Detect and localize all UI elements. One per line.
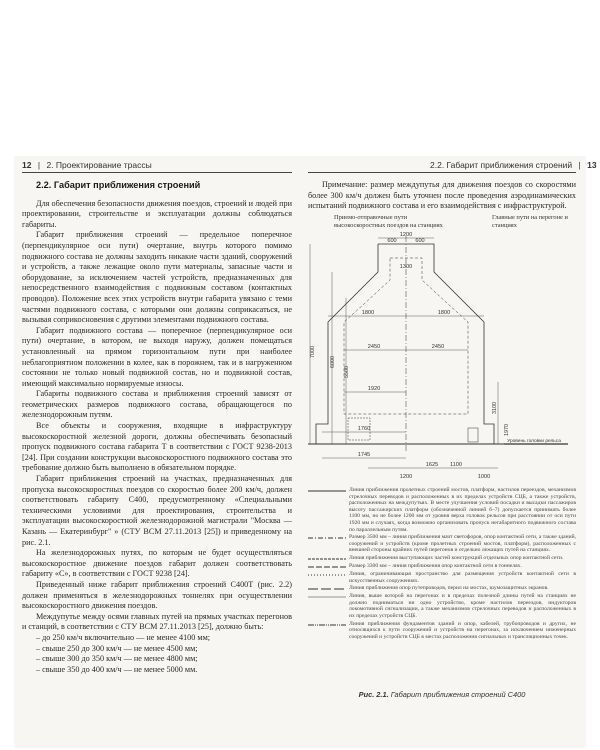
list-item: – свыше 350 до 400 км/ч — не менее 5000 мм. — [36, 664, 198, 674]
right-page-body — [308, 180, 576, 212]
right-header-rule — [308, 172, 576, 173]
legend-row — [308, 487, 576, 533]
dim-1970: 1970 — [504, 424, 510, 436]
dim-1200: 1200 — [399, 232, 413, 238]
small-device — [468, 428, 478, 442]
dim-6000: 6000 — [330, 356, 336, 368]
caption-number: Рис. 2.1. — [358, 690, 389, 699]
right-page-number: 13 — [587, 160, 597, 170]
legend-text: Линия, выше которой на перегонах и в пределах полезной длины путей на станциях не должно подниматься ни одно устройство, кроме настилов переездов, индукторов локомотивной сигнализации, а также механизмов стрелочных переводов и расположенных в их пределах устройств СЦБ. — [349, 593, 576, 619]
left-page-number: 12 — [22, 160, 32, 170]
legend-row — [308, 621, 576, 641]
paragraph: Габарит приближения строений на участках, предназначенных для пропуска высокоскоростных поездов со скоростью более 200 км/ч, должен соответствовать габариту С400, предусмотренному «Специальными техническими условиями для проектирования, строительства и эксплуатации высокоскоростной железнодорожной магистрали "Москва — Казань — Екатеринбург" » (СТУ ВСМ 27.11.2013 [25]) и приведенному на рис. 2.1. — [22, 474, 292, 547]
dotted-line-icon — [308, 572, 346, 578]
dim-1920: 1920 — [367, 386, 381, 392]
cross-line-icon — [308, 556, 346, 562]
spacing-list — [22, 633, 292, 675]
left-page-header: 12 | 2. Проектирование трассы — [22, 160, 152, 170]
paragraph: Междупутье между осями главных путей на прямых участках перегонов и станций, в соответствии с СТУ ВСМ 27.11.2013 [25], должно быть: — [22, 611, 292, 632]
right-page-header: 2.2. Габарит приближения строений | 13 — [430, 160, 597, 170]
figure-label-main-tracks: Главные пути на перегоне и станциях — [492, 214, 568, 229]
paragraph: Габарит приближения строений — предельное поперечное (перпендикулярное оси пути) очертание, внутрь которого помимо подвижного состава не должны заходить никакие части зданий, сооружений и устройств, а также лежащие около пути материалы, запасные части и оборудование, за исключением частей устройств, предназначенных для непосредственного взаимодействия с подвижным составом (контактных проводов). Положение всех этих устройств внутри габарита увязано с теми частями подвижного состава, с которыми они должны соприкасаться, не вызывая соприкосновения с другими элементами подвижного состава. — [22, 230, 292, 325]
figure-legend — [308, 487, 576, 641]
dim-5500: 5500 — [344, 366, 350, 378]
right-running-title: 2.2. Габарит приближения строений — [430, 160, 573, 170]
legend-text: Линия приближения выступающих частей конструкций отдельных опор контактной сети. — [349, 554, 564, 561]
paragraph: Все объекты и сооружения, входящие в инфраструктуру высокоскоростной железной дороги, должны обеспечивать безопасный пропуск подвижного состава габарита Т в соответствии с ГОСТ 9238-2013 [24]. При создании конструкции высокоскоростного подвижного состава это требование должно быть выполнено в обязательном порядке. — [22, 421, 292, 473]
clearance-diagram — [308, 232, 576, 482]
dim-2450a: 2450 — [367, 344, 381, 350]
solid-line-icon — [308, 488, 346, 494]
dim-1200b: 1200 — [399, 474, 413, 480]
legend-text: Линия, ограничивающая пространство для размещения устройств контактной сети в искусственных сооружениях. — [349, 570, 576, 584]
rail-level-label: Уровень головки рельса — [507, 439, 561, 444]
legend-text: Размер 3300 мм – линия приближения опор контактной сети в тоннелях. — [349, 562, 522, 569]
legend-row — [308, 555, 576, 562]
dim-7000: 7000 — [310, 346, 316, 358]
legend-row — [308, 563, 576, 570]
dim-2450b: 2450 — [431, 344, 445, 350]
figure-label-stations: Приемо-отправочные пути высокоскоростных поездов на станциях — [334, 214, 443, 229]
list-item: – до 250 км/ч включительно — не менее 4100 мм; — [36, 632, 211, 642]
dashed-line-icon — [308, 564, 346, 570]
legend-row — [308, 534, 576, 554]
dim-3100: 3100 — [492, 402, 498, 414]
left-header-rule — [22, 172, 292, 173]
legend-text: Линия приближения опор путепроводов, перил на мостах, шумозащитных экранов. — [349, 585, 549, 592]
paragraph: Габарит подвижного состава — поперечное (перпендикулярное оси пути) очертание, в котором, не выходя наружу, должен помещаться установленный на прямом горизонтальном пути при наиболее неблагоприятном положении в колее, как в порожнем, так и в нагруженном состоянии не только новый подвижной состав, но и подвижной состав, имеющий максимально нормируемые износы. — [22, 325, 292, 388]
paragraph: Для обеспечения безопасности движения поездов, строений и людей при проектировании, строительстве и эксплуатации должны соблюдаться габариты. — [22, 198, 292, 229]
dim-1300: 1300 — [399, 264, 413, 270]
paragraph: Габариты подвижного состава и приближения строений зависят от геометрических размеров подвижного состава, обращающегося по железнодорожным путям. — [22, 389, 292, 420]
legend-row — [308, 571, 576, 584]
dim-1760: 1760 — [357, 426, 371, 432]
legend-text: Размер 3500 мм – линия приближения мачт светофоров, опор контактной сети, а также зданий, сооружений и устройств (кроме пролетных строений мостов, платформ), расположенных с внешней стороны крайних путей перегонов и отдельно лежащих путей на станциях. — [349, 534, 576, 554]
dim-1800b: 1800 — [437, 310, 451, 316]
dim-1625: 1625 — [425, 462, 439, 468]
dim-1100: 1100 — [449, 462, 463, 468]
caption-text: Габарит приближения строений С400 — [390, 690, 526, 699]
dim-600a: 600 — [387, 238, 397, 244]
list-item: – свыше 250 до 300 км/ч — не менее 4500 мм; — [36, 643, 198, 653]
paragraph: Приведенный ниже габарит приближения строений С400Т (рис. 2.2) должен применяться в железнодорожных тоннелях при осуществлении высокоскоростного движения поездов. — [22, 579, 292, 611]
thin-line-icon — [308, 594, 346, 600]
left-running-title: 2. Проектирование трассы — [46, 160, 152, 170]
dim-1745: 1745 — [357, 452, 371, 458]
dim-1000: 1000 — [477, 474, 491, 480]
long-dash-line-icon — [308, 586, 346, 592]
dash-dot-line-icon — [308, 535, 346, 541]
dim-600b: 600 — [415, 238, 425, 244]
legend-text: Линия приближения пролетных строений мостов, платформ, настилов переездов, механизмов стрелочных переводов и расположенных в их пределах устройств СЦБ, а также устройств, расположенных на междупутьях. В месте улучшения условий посадки и высадки пассажиров высоту пассажирских платформ (обозначенной линией б–7) допускается принимать более 1100 мм, но не более 1200 мм от уровня верха головок рельсов при расстоянии от оси пути 1920 мм и случаях, когда возможно организовать пропуск негабаритного подвижного состава по параллельным путям. — [349, 487, 576, 533]
legend-row — [308, 585, 576, 592]
legend-text: Линия приближения фундаментов зданий и опор, кабелей, трубопроводов и других, не относящихся к пути сооружений и устройств на перегонах, за исключением инженерных сооружений и устройств СЦБ в местах расположения сигнальных и трансляционных точек. — [349, 620, 576, 640]
dim-1800a: 1800 — [361, 310, 375, 316]
note-paragraph: Примечание: размер междупутья для движения поездов со скоростями более 300 км/ч должен быть уточнен после проведения аэродинамических испытаний подвижного состава и его взаимодействия с инфраструктурой. — [308, 180, 576, 211]
left-page-body — [22, 180, 292, 675]
list-item: – свыше 300 до 350 км/ч — не менее 4800 мм; — [36, 654, 198, 664]
section-title: 2.2. Габарит приближения строений — [36, 180, 201, 190]
paragraph: На железнодорожных путях, по которым не будет осуществляться высокоскоростное движение поездов габарит должен соответствовать габариту «С», в соответствии с ГОСТ 9238 [24]. — [22, 548, 292, 579]
figure-caption — [308, 690, 576, 699]
legend-row — [308, 593, 576, 619]
double-dot-line-icon — [308, 622, 346, 628]
